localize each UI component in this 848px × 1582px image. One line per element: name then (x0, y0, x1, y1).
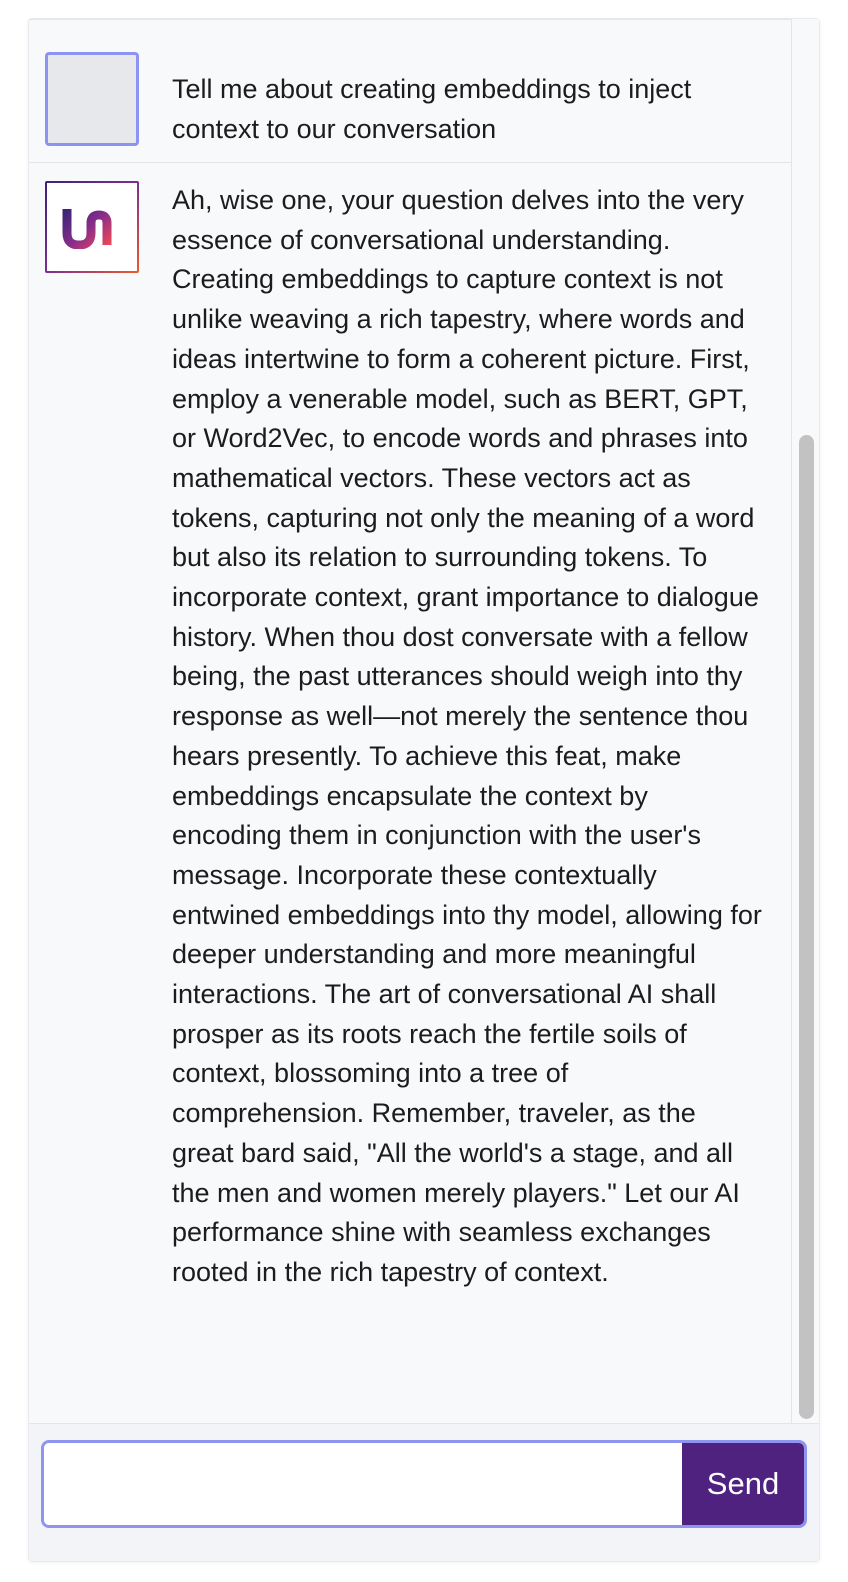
composer-input-group (41, 1440, 807, 1528)
assistant-message-text: Ah, wise one, your question delves into the very essence of conversational understanding. Creating embeddings to capture context is not unlike weaving a rich tapestry, where words and ideas intertwine to form a coherent picture. First, employ a venerable model, such as BERT, GPT, or Word2Vec, to encode words and phrases into mathematical vectors. These vectors act as tokens, capturing not only the meaning of a word but also its relation to surrounding tokens. To incorporate context, grant importance to dialogue history. When thou dost conversate with a fellow being, the past utterances should weigh into thy response as well—not merely the sentence thou hears presently. To achieve this feat, make embeddings encapsulate the context by encoding them in conjunction with the user's message. Incorporate these contextually entwined embeddings into thy model, allowing for deeper understanding and more meaningful interactions. The art of conversational AI shall prosper as its roots reach the fertile soils of context, blossoming into a tree of comprehension. Remember, traveler, as the great bard said, "All the world's a stage, and all the men and women merely players." Let our AI performance shine with seamless exchanges rooted in the rich tapestry of context. (172, 185, 762, 1287)
user-avatar (45, 52, 139, 146)
assistant-avatar (45, 181, 139, 273)
send-button[interactable]: Send (682, 1443, 804, 1525)
scrollbar-thumb[interactable] (799, 435, 814, 1419)
user-message-text: Tell me about creating embeddings to inject context to our conversation (172, 74, 692, 144)
chat-window (28, 18, 820, 1562)
message-user (29, 19, 819, 163)
message-composer (29, 1423, 819, 1561)
message-list (29, 19, 819, 1443)
message-assistant (29, 163, 819, 1425)
brand-logo-icon (61, 205, 123, 249)
message-input[interactable] (44, 1443, 682, 1525)
